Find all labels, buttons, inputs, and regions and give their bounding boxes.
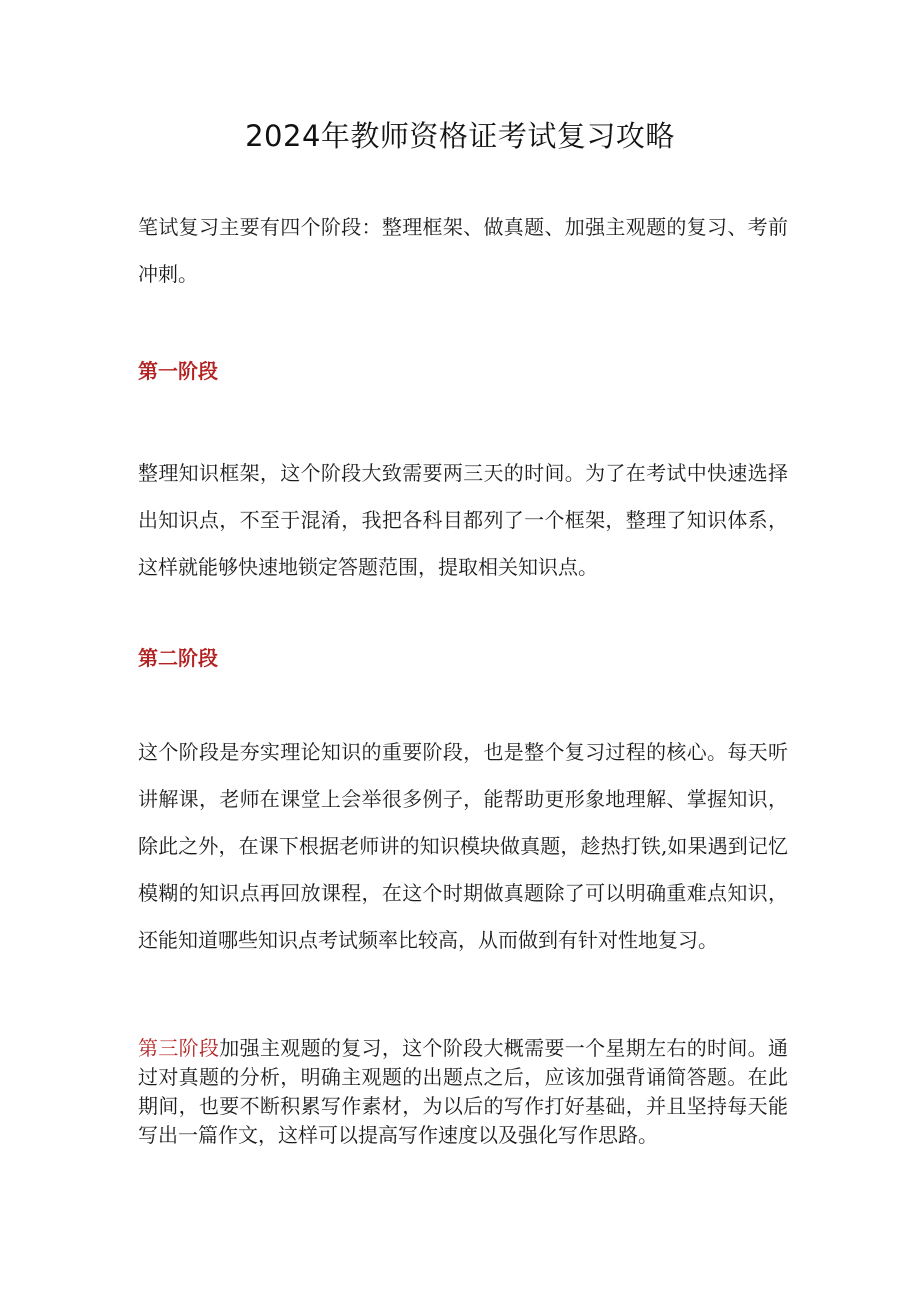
section-2-body: 这个阶段是夯实理论知识的重要阶段，也是整个复习过程的核心。每天听讲解课，老师在课堂上会举很多例子，能帮助更形象地理解、掌握知识，除此之外，在课下根据老师讲的知识模块做真题，趁热打铁,如果遇到记忆模糊的知识点再回放课程，在这个时期做真题除了可以明确重难点知识，还能知道哪些知识点考试频率比较高，从而做到有针对性地复习。 [138, 740, 788, 952]
section-1-heading: 第一阶段 [138, 359, 218, 383]
section-3-body: 加强主观题的复习，这个阶段大概需要一个星期左右的时间。通过对真题的分析，明确主观题的出题点之后，应该加强背诵简答题。在此期间，也要不断积累写作素材，为以后的写作打好基础，并且坚持每天能写出一篇作文，这样可以提高写作速度以及强化写作思路。 [138, 1036, 789, 1147]
section-2-heading: 第二阶段 [138, 646, 218, 670]
document-title: 2024年教师资格证考试复习攻略 [245, 119, 675, 153]
section-1-body: 整理知识框架，这个阶段大致需要两三天的时间。为了在考试中快速选择出知识点，不至于混淆，我把各科目都列了一个框架，整理了知识体系，这样就能够快速地锁定答题范围，提取相关知识点。 [138, 461, 788, 579]
section-3-paragraph [138, 1034, 788, 1150]
intro-paragraph: 笔试复习主要有四个阶段：整理框架、做真题、加强主观题的复习、考前冲刺。 [138, 215, 788, 286]
section-3-heading: 第三阶段 [138, 1036, 220, 1060]
